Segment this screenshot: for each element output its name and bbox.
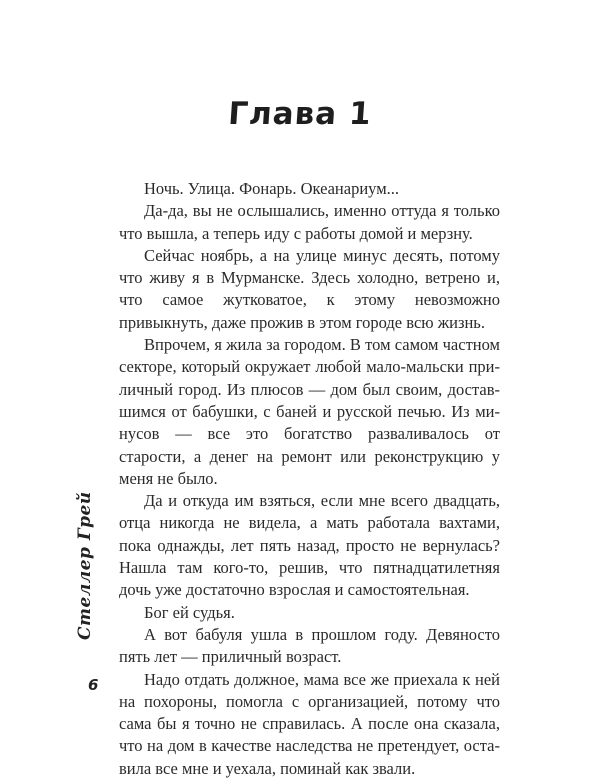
- paragraph: Да-да, вы не ослышались, именно оттуда я только что вышла, а теперь иду с работы домой и мерзну.: [119, 201, 500, 243]
- paragraph: А вот бабуля ушла в прошлом году. Девяносто пять лет — приличный возраст.: [119, 624, 500, 667]
- page-number: 6: [88, 676, 99, 694]
- paragraph: Надо отдать должное, мама все же приехала к ней на похороны, помогла с организацией, потому что сама бы я точно не справилась. А после она сказала, что на дом в качестве наследства не претендует, оставила все мне и уехала, поминай как звали.: [119, 669, 500, 778]
- running-author-name: Стеллер Грей: [75, 491, 95, 640]
- paragraph: Ночь. Улица. Фонарь. Океанариум...: [144, 179, 400, 198]
- paragraph: Да и откуда им взяться, если мне всего двадцать, отца никогда не видела, а мать работала вахтами, пока однажды, лет пять назад, просто не вернулась? Нашла там кого-то, решив, что пятнадцатилетняя дочь уже достаточно взрослая и самостоятельная.: [119, 491, 500, 600]
- chapter-title: Глава 1: [227, 96, 373, 132]
- chapter-body: [119, 178, 500, 780]
- paragraph: Сейчас ноябрь, а на улице минус десять, потому что живу я в Мурманске. Здесь холодно, ветрено и, что самое жутковатое, к этому невозможно привыкнуть, даже прожив в этом городе всю жизнь.: [119, 245, 500, 332]
- paragraph: Бог ей судья.: [144, 602, 235, 622]
- paragraph: Впрочем, я жила за городом. В том самом частном секторе, который окружает любой мало-мальски приличный город. Из плюсов — дом был своим, доставшимся от бабушки, с баней и русской печью. Из минусов — все это богатство разваливалось от старости, а денег на ремонт или реконструкцию у меня не было.: [119, 335, 500, 488]
